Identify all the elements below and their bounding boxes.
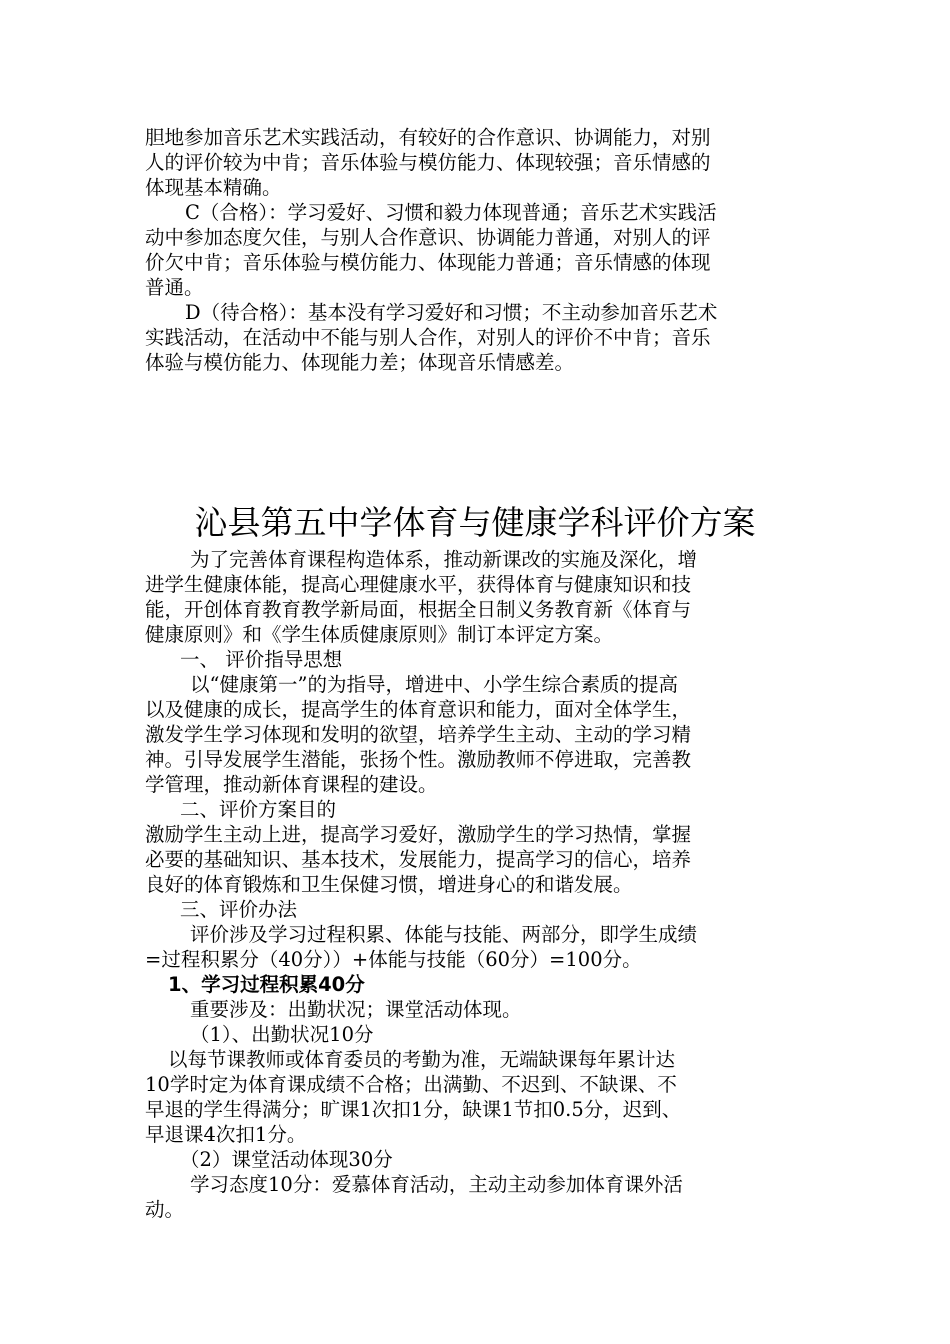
- text-line: 动中参加态度欠佳，与别人合作意识、协调能力普通，对别人的评: [145, 226, 711, 249]
- text-line: 重要涉及：出勤状况；课堂活动体现。: [190, 998, 522, 1021]
- text-line: 为了完善体育课程构造体系，推动新课改的实施及深化，增: [190, 548, 698, 571]
- section-heading-1: 一、 评价指导思想: [180, 648, 343, 671]
- text-line: 以“健康第一”的为指导，增进中、小学生综合素质的提高: [190, 673, 678, 696]
- text-line: 必要的基础知识、基本技术，发展能力，提高学习的信心，培养: [145, 848, 692, 871]
- text-line: 10学时定为体育课成绩不合格；出满勤、不迟到、不缺课、不: [145, 1073, 677, 1096]
- text-line: 激发学生学习体现和发明的欲望，培养学生主动、主动的学习精: [145, 723, 692, 746]
- document-title: 沁县第五中学体育与健康学科评价方案: [194, 503, 756, 542]
- grade-d-line: D（待合格）：基本没有学习爱好和习惯；不主动参加音乐艺术: [185, 301, 718, 324]
- text-line: 以及健康的成长，提高学生的体育意识和能力，面对全体学生，: [145, 698, 692, 721]
- text-line: 普通。: [145, 276, 204, 299]
- text-line: 健康原则》和《学生体质健康原则》制订本评定方案。: [145, 623, 614, 646]
- text-line: 良好的体育锻炼和卫生保健习惯，增进身心的和谐发展。: [145, 873, 633, 896]
- text-line: 学习态度10分：爱慕体育活动，主动主动参加体育课外活: [190, 1173, 683, 1196]
- text-line: 早退的学生得满分；旷课1次扣1分，缺课1节扣0.5分，迟到、: [145, 1098, 682, 1121]
- text-line: 激励学生主动上进，提高学习爱好，激励学生的学习热情，掌握: [145, 823, 692, 846]
- section-heading-2: 二、评价方案目的: [180, 798, 337, 821]
- text-line: 体验与模仿能力、体现能力差；体现音乐情感差。: [145, 351, 575, 374]
- text-line: 早退课4次扣1分。: [145, 1123, 307, 1146]
- section-heading-3: 三、评价办法: [180, 898, 298, 921]
- text-line: 进学生健康体能，提高心理健康水平，获得体育与健康知识和技: [145, 573, 692, 596]
- text-line: 动。: [145, 1198, 185, 1221]
- text-line: 评价涉及学习过程积累、体能与技能、两部分，即学生成绩: [190, 923, 698, 946]
- text-line: 价欠中肯；音乐体验与模仿能力、体现能力普通；音乐情感的体现: [145, 251, 711, 274]
- grade-c-line: C（合格）：学习爱好、习惯和毅力体现普通；音乐艺术实践活: [185, 201, 717, 224]
- text-line: 人的评价较为中肯；音乐体验与模仿能力、体现较强；音乐情感的: [145, 151, 711, 174]
- item-heading: （1）、出勤状况10分: [190, 1023, 374, 1046]
- text-line: 神。引导发展学生潜能，张扬个性。激励教师不停进取，完善教: [145, 748, 692, 771]
- text-line: 体现基本精确。: [145, 176, 282, 199]
- text-line: 胆地参加音乐艺术实践活动，有较好的合作意识、协调能力，对别: [145, 126, 711, 149]
- text-line: 实践活动，在活动中不能与别人合作，对别人的评价不中肯；音乐: [145, 326, 711, 349]
- subsection-heading: 1、学习过程积累40分: [168, 973, 365, 996]
- item-heading: （2）课堂活动体现30分: [180, 1148, 393, 1171]
- text-line: 以每节课教师或体育委员的考勤为准，无端缺课每年累计达: [168, 1048, 676, 1071]
- text-line: 学管理，推动新体育课程的建设。: [145, 773, 438, 796]
- text-line: 能，开创体育教育教学新局面，根据全日制义务教育新《体育与: [145, 598, 692, 621]
- text-line: =过程积累分（40分））+体能与技能（60分）=100分。: [145, 948, 642, 971]
